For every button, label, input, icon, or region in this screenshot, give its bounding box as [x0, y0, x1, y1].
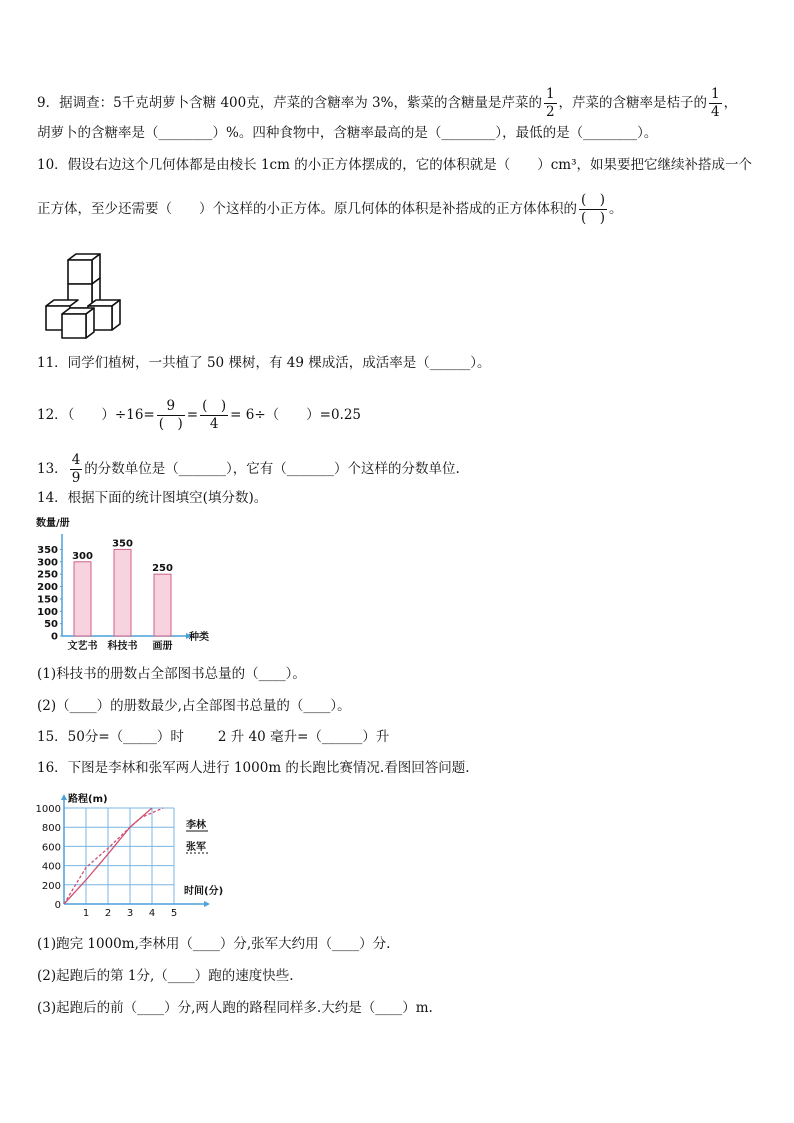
line-chart [30, 788, 250, 920]
line-y-label: 路程(m) [68, 794, 108, 805]
q16-title: 16．下图是李林和张军两人进行 1000m 的长跑比赛情况.看图回答问题. [37, 760, 470, 776]
q16-sub3: (3)起跑后的前（____）分,两人跑的路程同样多.大约是（____）m. [37, 1000, 433, 1016]
legend-label-1: 张军 [186, 842, 206, 853]
bar-ytick-label-4: 200 [37, 582, 58, 594]
line-xtick-label-3: 4 [148, 908, 156, 919]
line-x-label: 时间(分) [184, 886, 224, 897]
bar-2 [154, 574, 171, 636]
q9-line1 [37, 86, 737, 121]
q12-fraction-1: $\frac{9}{( )}$ [158, 398, 183, 432]
q12-line [37, 398, 361, 433]
q14-title: 14．根据下面的统计图填空(填分数)。 [37, 490, 268, 506]
q13-fraction: $\frac{4}{9}$ [71, 452, 81, 486]
q9-text-3: ， [723, 95, 738, 111]
q16-sub1: (1)跑完 1000m,李林用（____）分,张军大约用（____）分. [37, 936, 391, 952]
q14-sub1: (1)科技书的册数占全部图书总量的（____）。 [37, 666, 306, 682]
q15-part-2: 2 升 40 毫升=（______）升 [217, 729, 390, 745]
q12-text-2: = 6÷（ ）=0.25 [230, 407, 362, 423]
q12-fraction-2: $\frac{( )}{4}$ [202, 398, 227, 432]
line-ytick-label-1: 200 [41, 880, 61, 892]
bar-chart [34, 514, 209, 652]
bar-ytick-label-5: 250 [37, 569, 58, 581]
bar-category-2: 画册 [152, 641, 173, 652]
q10-text-2: 。 [609, 201, 623, 217]
bar-1 [114, 549, 131, 636]
q16-sub2: (2)起跑后的第 1分,（____）跑的速度快些. [37, 968, 294, 984]
q13-text-2: 的分数单位是（_______），它有（_______）个这样的分数单位. [84, 461, 460, 477]
bar-0 [74, 562, 91, 636]
q10-line2 [37, 192, 623, 227]
q9-line2: 胡萝卜的含糖率是（________）%。四种食物中，含糖率最高的是（________），最低的是（________）。 [37, 125, 658, 141]
q13-text-1: 13． [37, 461, 68, 477]
bar-ytick-label-1: 50 [44, 619, 58, 631]
q9-text-2: ，芹菜的含糖率是桔子的 [558, 95, 708, 111]
q10-fraction: $\frac{( )}{( )}$ [581, 192, 606, 226]
line-x-arrow [204, 901, 210, 907]
q12-equals: = [186, 407, 199, 423]
line-ytick-label-3: 600 [41, 842, 61, 854]
bar-ytick-label-2: 100 [37, 606, 58, 618]
q15-line [37, 727, 389, 747]
bar-ytick-label-7: 350 [37, 544, 58, 556]
q9-fraction-half: $\frac{1}{2}$ [545, 86, 555, 120]
bar-ytick-label-3: 150 [37, 594, 58, 606]
q9-fraction-quarter: $\frac{1}{4}$ [711, 86, 720, 120]
bar-category-0: 文艺书 [67, 641, 98, 652]
legend-label-0: 李林 [186, 820, 206, 831]
bar-x-label: 种类 [189, 632, 209, 643]
line-xtick-label-2: 3 [126, 908, 134, 919]
bar-ytick-label-6: 300 [37, 557, 58, 569]
line-xtick-label-4: 5 [170, 908, 178, 919]
line-xtick-label-0: 1 [82, 908, 90, 919]
bar-value-2: 250 [152, 563, 173, 575]
line-ytick-label-4: 800 [41, 823, 61, 835]
bar-value-0: 300 [72, 550, 93, 562]
bar-ytick-label-0: 0 [51, 631, 58, 643]
q14-sub2: (2)（____）的册数最少,占全部图书总量的（____）。 [37, 698, 351, 714]
cube-figure [44, 252, 124, 338]
line-y-arrow [61, 794, 67, 800]
q15-part-1: 15．50分=（_____）时 [37, 729, 184, 745]
q13-line [37, 452, 460, 487]
bar-category-1: 科技书 [107, 641, 138, 652]
q10-line1: 10．假设右边这个几何体都是由棱长 1cm 的小正方体摆成的，它的体积就是（ ）cm³，如果要把它继续补搭成一个 [37, 157, 752, 173]
q9-text-1: 9．据调查：5千克胡萝卜含糖 400克，芹菜的含糖率为 3%，紫菜的含糖量是芹菜的 [37, 95, 542, 111]
q12-text-1: 12．（ ）÷16= [37, 407, 155, 423]
bar-y-label: 数量/册 [36, 518, 70, 529]
line-ytick-label-0: 0 [54, 900, 61, 911]
bar-value-1: 350 [112, 538, 133, 550]
line-xtick-label-1: 2 [104, 908, 112, 919]
q10-text-1: 正方体，至少还需要（ ）个这样的小正方体。原几何体的体积是补搭成的正方体体积的 [37, 201, 577, 217]
line-ytick-label-5: 1000 [35, 804, 61, 815]
series-line-1 [64, 808, 163, 904]
line-ytick-label-2: 400 [41, 861, 61, 873]
q11-line: 11．同学们植树，一共植了 50 棵树，有 49 棵成活，成活率是（______）。 [37, 355, 491, 371]
